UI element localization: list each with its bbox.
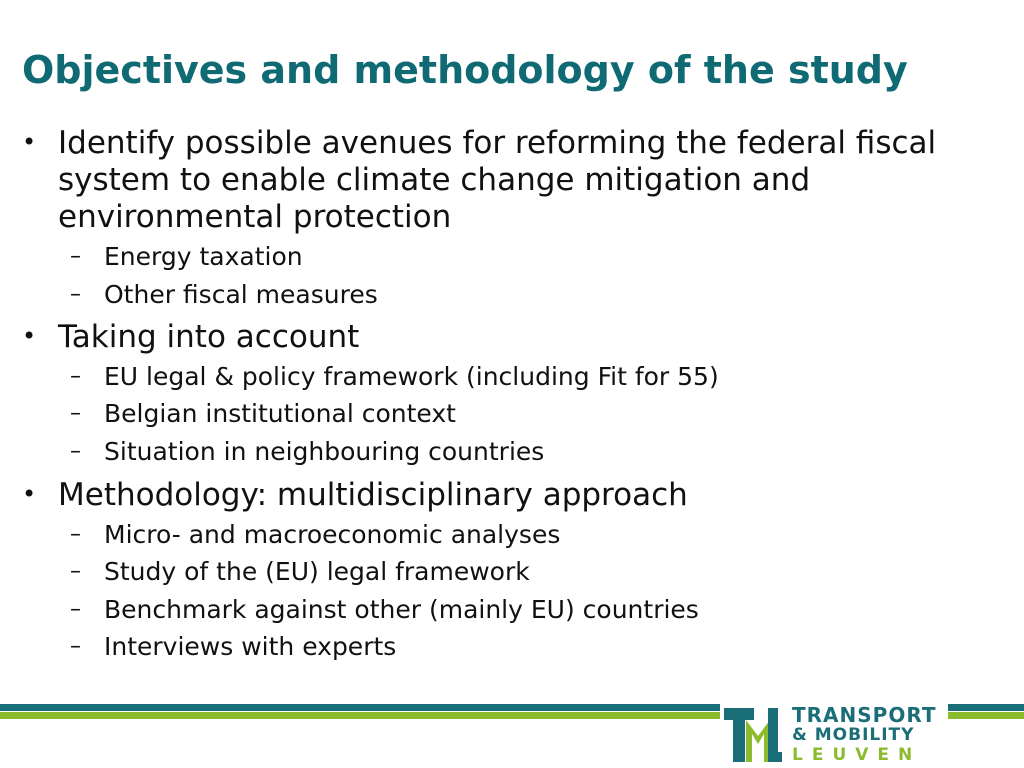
- footer-band-blue-right: [948, 704, 1024, 711]
- footer-band-green-right: [948, 712, 1024, 719]
- logo-text-leuven: LEUVEN: [792, 745, 922, 765]
- dash-marker: –: [70, 364, 81, 389]
- bullet-1-sub-1: Energy taxation: [104, 242, 303, 271]
- footer-band-blue: [0, 704, 720, 711]
- dash-marker: –: [70, 244, 81, 269]
- tml-logo-mark-icon: [724, 706, 782, 764]
- bullet-2-text: Taking into account: [58, 319, 360, 355]
- bullet-marker: •: [22, 322, 37, 350]
- bullet-1-text: Identify possible avenues for reforming the federal fiscal system to enable climate change mitigation and environmental protection: [58, 125, 937, 235]
- bullet-3-sub-3: Benchmark against other (mainly EU) countries: [104, 595, 699, 624]
- dash-marker: –: [70, 634, 81, 659]
- dash-marker: –: [70, 559, 81, 584]
- dash-marker: –: [70, 439, 81, 464]
- slide-title: Objectives and methodology of the study: [22, 48, 908, 92]
- bullet-3-text: Methodology: multidisciplinary approach: [58, 477, 688, 513]
- logo-text-transport: TRANSPORT: [792, 703, 937, 727]
- bullet-1-sub-2: Other fiscal measures: [104, 280, 378, 309]
- bullet-marker: •: [22, 480, 37, 508]
- dash-marker: –: [70, 401, 81, 426]
- dash-marker: –: [70, 597, 81, 622]
- dash-marker: –: [70, 522, 81, 547]
- dash-marker: –: [70, 282, 81, 307]
- bullet-3-sub-2: Study of the (EU) legal framework: [104, 557, 530, 586]
- bullet-2-sub-3: Situation in neighbouring countries: [104, 437, 545, 466]
- bullet-2-sub-2: Belgian institutional context: [104, 399, 456, 428]
- logo-text-mobility: & MOBILITY: [792, 725, 915, 745]
- bullet-marker: •: [22, 128, 37, 156]
- bullet-3-sub-1: Micro- and macroeconomic analyses: [104, 520, 561, 549]
- footer-band-green: [0, 712, 720, 719]
- bullet-2-sub-1: EU legal & policy framework (including Fit for 55): [104, 362, 719, 391]
- bullet-3-sub-4: Interviews with experts: [104, 632, 397, 661]
